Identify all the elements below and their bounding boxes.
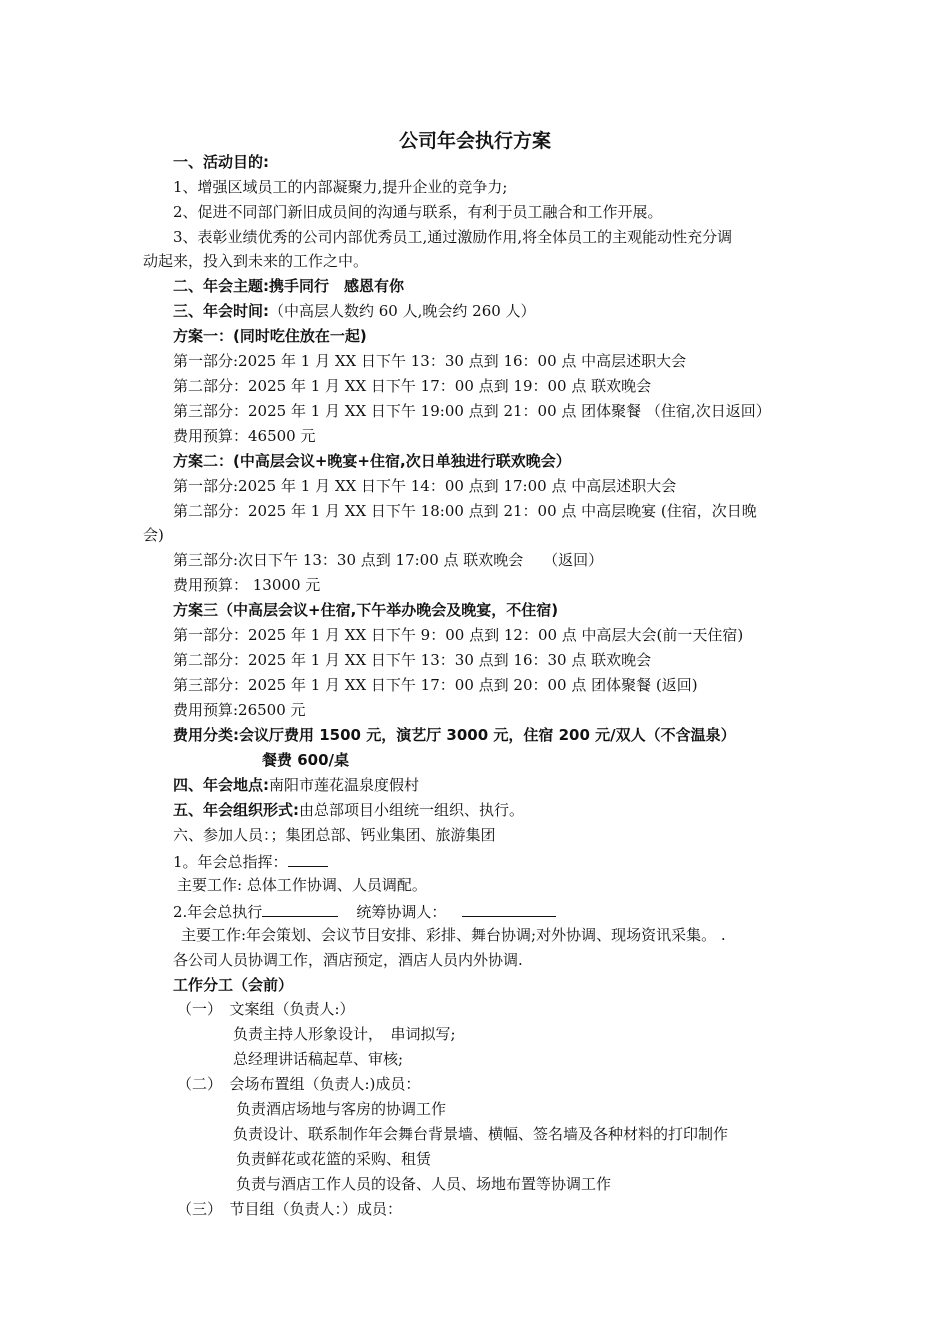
group2-item: 负责鲜花或花篮的采购、租赁 — [236, 1150, 432, 1168]
division-heading: 工作分工（会前） — [173, 976, 294, 994]
plan3-budget: 费用预算:26500 元 — [173, 701, 306, 719]
cost-meal: 餐费 600/桌 — [262, 751, 350, 769]
director-duty: 主要工作: 总体工作协调、人员调配。 — [177, 876, 427, 894]
plan1-budget: 费用预算：46500 元 — [173, 427, 316, 445]
purpose-item-3: 3、表彰业绩优秀的公司内部优秀员工,通过激励作用,将全体员工的主观能动性充分调 — [173, 228, 733, 246]
document-title: 公司年会执行方案 — [398, 130, 551, 152]
time-label: 三、年会时间: — [173, 302, 269, 320]
format-value: 由总部项目小组统一组织、执行。 — [299, 801, 525, 819]
group2-item: 负责与酒店工作人员的设备、人员、场地布置等协调工作 — [236, 1175, 612, 1193]
executive-duty-cont: 各公司人员协调工作，酒店预定，酒店人员内外协调. — [173, 951, 523, 969]
plan3-part1: 第一部分：2025 年 1 月 XX 日下午 9：00 点到 12：00 点 中高层大会(前一天住宿) — [173, 626, 744, 644]
plan1-part3: 第三部分：2025 年 1 月 XX 日下午 19:00 点到 21：00 点 团体聚餐 （住宿,次日返回） — [173, 402, 771, 420]
group2-item: 负责酒店场地与客房的协调工作 — [236, 1100, 447, 1118]
time-line — [173, 301, 536, 321]
director-line — [173, 850, 328, 872]
executive-blank — [262, 900, 338, 917]
format-line — [173, 800, 524, 820]
plan3-heading: 方案三（中高层会议+住宿,下午举办晚会及晚宴，不住宿) — [173, 601, 559, 619]
coordinator-label: 统筹协调人： — [356, 903, 447, 921]
plan2-budget: 费用预算： 13000 元 — [173, 576, 321, 594]
executive-line — [173, 900, 556, 922]
theme-label: 二、年会主题: — [173, 277, 269, 295]
coordinator-blank — [462, 900, 556, 917]
director-label: 1。年会总指挥： — [173, 853, 288, 871]
cost-categories: 费用分类:会议厅费用 1500 元，演艺厅 3000 元，住宿 200 元/双人（不含温泉） — [173, 726, 736, 744]
group2-label: （二） 会场布置组（负责人:)成员： — [177, 1075, 421, 1093]
venue-line — [173, 775, 419, 795]
plan1-part2: 第二部分：2025 年 1 月 XX 日下午 17：00 点到 19：00 点 联欢晚会 — [173, 377, 652, 395]
group1-item: 负责主持人形象设计， 串词拟写; — [233, 1025, 456, 1043]
plan2-part1: 第一部分:2025 年 1 月 XX 日下午 14：00 点到 17:00 点 中高层述职大会 — [173, 477, 677, 495]
plan2-part3: 第三部分:次日下午 13：30 点到 17:00 点 联欢晚会 （返回） — [173, 551, 604, 569]
plan3-part3: 第三部分：2025 年 1 月 XX 日下午 17：00 点到 20：00 点 团体聚餐 (返回) — [173, 676, 698, 694]
time-value: （中高层人数约 60 人,晚会约 260 人） — [269, 302, 536, 320]
venue-label: 四、年会地点: — [173, 776, 269, 794]
plan1-heading: 方案一：(同时吃住放在一起) — [173, 327, 367, 345]
plan1-part1: 第一部分:2025 年 1 月 XX 日下午 13：30 点到 16：00 点 中高层述职大会 — [173, 352, 687, 370]
purpose-item-3-cont: 动起来，投入到未来的工作之中。 — [143, 252, 369, 270]
group1-label: （一） 文案组（负责人:） — [177, 1000, 355, 1018]
theme-value: 携手同行 感恩有你 — [269, 277, 405, 295]
purpose-item-1: 1、增强区域员工的内部凝聚力,提升企业的竞争力; — [173, 178, 508, 196]
purpose-item-2: 2、促进不同部门新旧成员间的沟通与联系，有利于员工融合和工作开展。 — [173, 203, 663, 221]
group3-label: （三） 节目组（负责人：）成员： — [177, 1200, 403, 1218]
plan2-part2: 第二部分：2025 年 1 月 XX 日下午 18:00 点到 21：00 点 中高层晚宴 (住宿，次日晚 — [173, 502, 757, 520]
purpose-heading: 一、活动目的: — [173, 153, 269, 171]
group2-item: 负责设计、联系制作年会舞台背景墙、横幅、签名墙及各种材料的打印制作 — [233, 1125, 729, 1143]
director-blank — [288, 850, 328, 867]
venue-value: 南阳市莲花温泉度假村 — [269, 776, 420, 794]
participants: 六、参加人员：；集团总部、钙业集团、旅游集团 — [173, 826, 496, 844]
plan2-part2-cont: 会) — [143, 526, 164, 544]
plan3-part2: 第二部分：2025 年 1 月 XX 日下午 13：30 点到 16：30 点 联欢晚会 — [173, 651, 652, 669]
executive-label: 2.年会总执行 — [173, 903, 263, 921]
format-label: 五、年会组织形式: — [173, 801, 299, 819]
plan2-heading: 方案二：(中高层会议+晚宴+住宿,次日单独进行联欢晚会） — [173, 452, 571, 470]
group1-item: 总经理讲话稿起草、审核; — [233, 1050, 404, 1068]
executive-duty: 主要工作:年会策划、会议节目安排、彩排、舞台协调;对外协调、现场资讯采集。 . — [181, 926, 726, 944]
theme-line — [173, 276, 404, 296]
